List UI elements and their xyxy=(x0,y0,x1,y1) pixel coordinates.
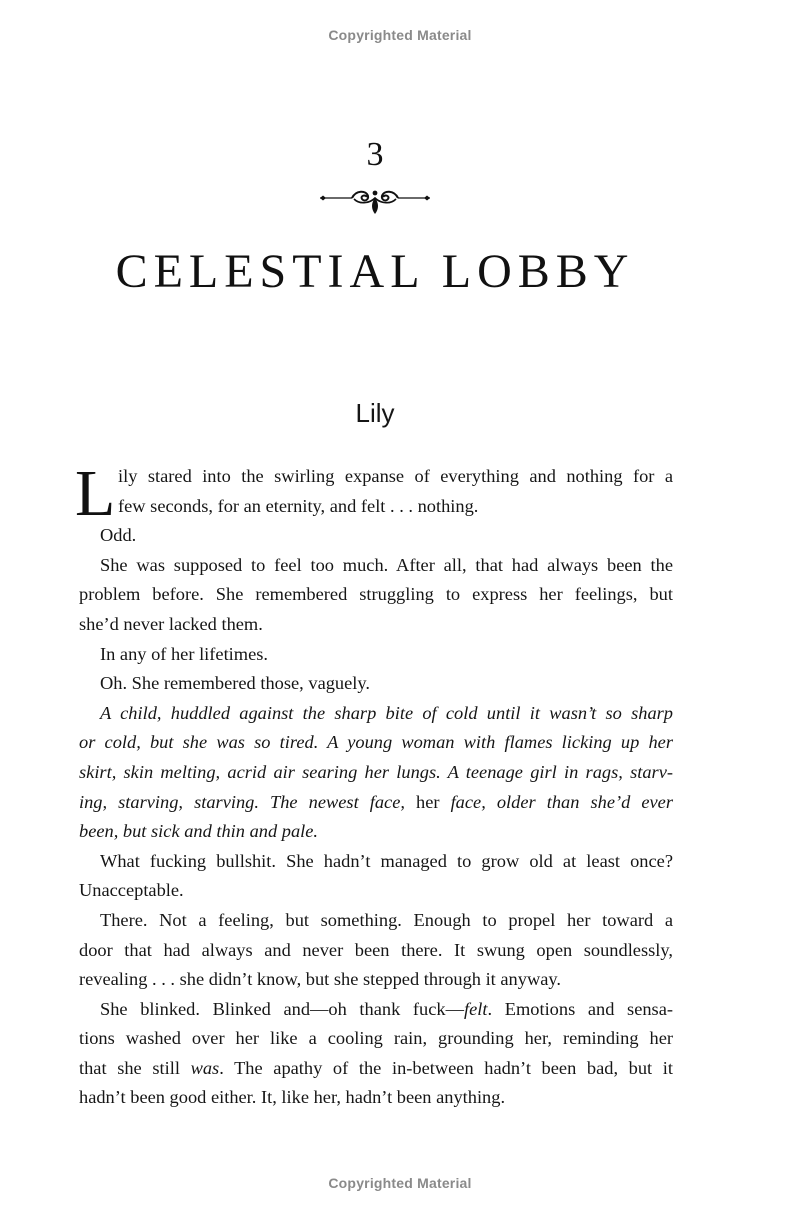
text-span-emphasis: felt xyxy=(464,998,488,1019)
text-line: In any of her lifetimes. xyxy=(100,643,269,664)
text-line: Odd. xyxy=(100,525,137,546)
text-line: Unacceptable. xyxy=(79,880,184,901)
text-span: . Emotions and sensa- xyxy=(487,998,673,1019)
text-line: or cold, but she was so tired. A young woman with flames licking up her xyxy=(79,732,673,753)
text-span: that she still xyxy=(79,1057,191,1078)
header-copyright: Copyrighted Material xyxy=(328,27,472,43)
chapter-title: CELESTIAL LOBBY xyxy=(115,245,635,298)
text-line: What fucking bullshit. She hadn’t managed to grow old at least once? xyxy=(100,850,673,871)
chapter-number: 3 xyxy=(366,136,384,173)
text-line: been, but sick and thin and pale. xyxy=(79,821,319,842)
text-span: face, older than she’d ever xyxy=(439,791,673,812)
text-line: door that had always and never been there. It swung open soundlessly, xyxy=(79,939,673,960)
text-line: There. Not a feeling, but something. Enough to propel her toward a xyxy=(100,909,673,930)
drop-cap: L xyxy=(75,457,116,530)
text-span: ing, starving, starving. The newest face, xyxy=(79,791,417,812)
chapter-body xyxy=(75,457,674,1113)
text-line xyxy=(79,995,673,1025)
text-line: ily stared into the swirling expanse of everything and nothing for a xyxy=(118,466,673,486)
text-line: problem before. She remembered struggling to express her feelings, but xyxy=(79,584,673,605)
text-line xyxy=(79,1054,673,1084)
text-span-emphasis: her xyxy=(416,791,440,812)
footer-copyright: Copyrighted Material xyxy=(328,1175,472,1191)
text-line: Oh. She remembered those, vaguely. xyxy=(100,673,370,694)
text-line: tions washed over her like a cooling rain, grounding her, reminding her xyxy=(79,1028,673,1049)
text-line xyxy=(79,788,673,818)
flourish-ornament-icon xyxy=(318,185,432,219)
text-line: hadn’t been good either. It, like her, hadn’t been anything. xyxy=(79,1087,506,1108)
text-span: She blinked. Blinked and—oh thank fuck— xyxy=(100,998,464,1019)
text-line: she’d never lacked them. xyxy=(79,613,263,634)
text-line: skirt, skin melting, acrid air searing her lungs. A teenage girl in rags, starv- xyxy=(79,761,673,782)
text-line: revealing . . . she didn’t know, but she stepped through it anyway. xyxy=(79,969,561,990)
text-span-emphasis: was xyxy=(190,1057,220,1078)
pov-character-heading: Lily xyxy=(355,398,395,428)
text-line: A child, huddled against the sharp bite of cold until it wasn’t so sharp xyxy=(100,702,673,723)
text-line: She was supposed to feel too much. After all, that had always been the xyxy=(100,554,673,575)
text-span: . The apathy of the in-between hadn’t been bad, but it xyxy=(219,1057,674,1078)
text-line: few seconds, for an eternity, and felt . . . nothing. xyxy=(118,495,479,516)
